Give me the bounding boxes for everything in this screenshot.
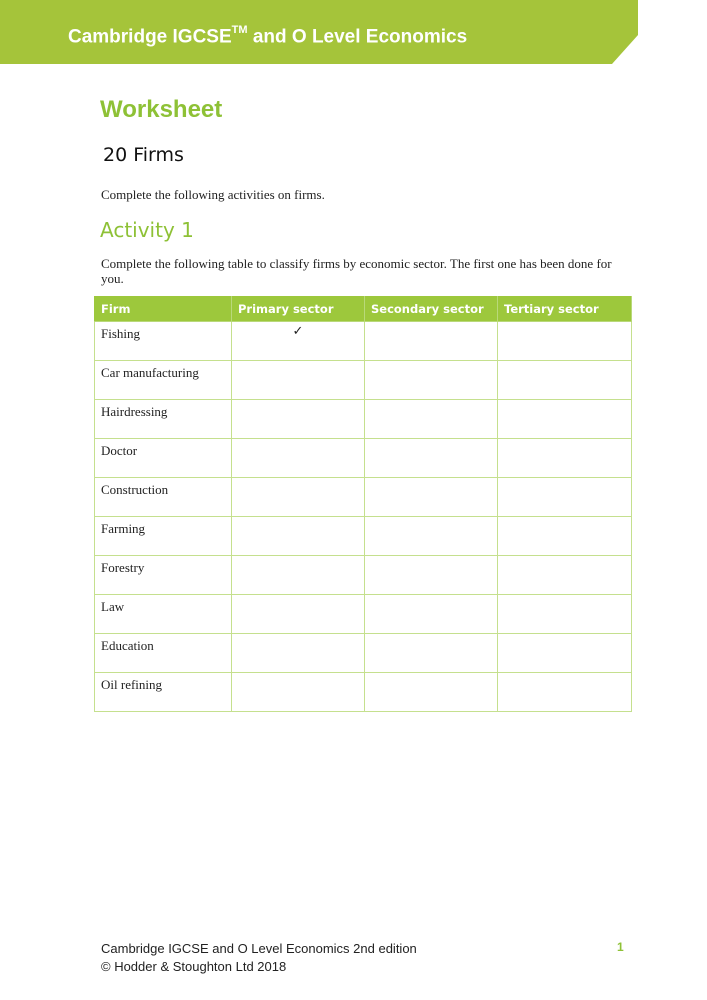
primary-sector-cell[interactable]	[232, 439, 365, 478]
firm-cell: Law	[95, 595, 232, 634]
header-firm: Firm	[95, 296, 232, 322]
secondary-sector-cell[interactable]	[365, 673, 498, 712]
primary-sector-cell[interactable]	[232, 595, 365, 634]
topic-title: 20 Firms	[103, 144, 184, 166]
secondary-sector-cell[interactable]	[365, 634, 498, 673]
primary-sector-cell[interactable]	[232, 400, 365, 439]
tertiary-sector-cell[interactable]	[498, 322, 632, 361]
page-number: 1	[617, 940, 624, 954]
secondary-sector-cell[interactable]	[365, 478, 498, 517]
tertiary-sector-cell[interactable]	[498, 361, 632, 400]
header-primary-sector: Primary sector	[232, 296, 365, 322]
firm-cell: Forestry	[95, 556, 232, 595]
table-row	[95, 595, 632, 634]
primary-sector-cell[interactable]	[232, 556, 365, 595]
primary-sector-cell[interactable]	[232, 478, 365, 517]
table-row	[95, 439, 632, 478]
table-header-row	[95, 296, 632, 322]
activity-instruction: Complete the following table to classify firms by economic sector. The first one has been done for you.	[101, 256, 612, 286]
tertiary-sector-cell[interactable]	[498, 634, 632, 673]
tertiary-sector-cell[interactable]	[498, 517, 632, 556]
worksheet-heading: Worksheet	[100, 96, 223, 123]
trademark-mark: TM	[231, 24, 248, 36]
intro-text: Complete the following activities on firms.	[101, 187, 325, 202]
firm-cell: Hairdressing	[95, 400, 232, 439]
table-row	[95, 634, 632, 673]
table-row	[95, 478, 632, 517]
activity-heading: Activity 1	[100, 218, 194, 242]
tertiary-sector-cell[interactable]	[498, 439, 632, 478]
secondary-sector-cell[interactable]	[365, 400, 498, 439]
footer-edition: Cambridge IGCSE and O Level Economics 2nd edition	[101, 941, 417, 956]
footer	[101, 940, 417, 976]
header-secondary-sector: Secondary sector	[365, 296, 498, 322]
table-row	[95, 400, 632, 439]
header-title: Cambridge IGCSE™ and O Level Economics	[68, 24, 468, 48]
firm-cell: Oil refining	[95, 673, 232, 712]
secondary-sector-cell[interactable]	[365, 517, 498, 556]
firm-cell: Farming	[95, 517, 232, 556]
table-row	[95, 361, 632, 400]
firm-cell: Car manufacturing	[95, 361, 232, 400]
table-row	[95, 322, 632, 361]
firm-cell: Fishing	[95, 322, 232, 361]
firm-cell: Construction	[95, 478, 232, 517]
firm-cell: Doctor	[95, 439, 232, 478]
tertiary-sector-cell[interactable]	[498, 400, 632, 439]
table-row	[95, 517, 632, 556]
tertiary-sector-cell[interactable]	[498, 556, 632, 595]
table-row	[95, 556, 632, 595]
secondary-sector-cell[interactable]	[365, 595, 498, 634]
tertiary-sector-cell[interactable]	[498, 595, 632, 634]
primary-sector-cell[interactable]	[232, 361, 365, 400]
firm-cell: Education	[95, 634, 232, 673]
primary-sector-cell[interactable]	[232, 673, 365, 712]
secondary-sector-cell[interactable]	[365, 361, 498, 400]
secondary-sector-cell[interactable]	[365, 556, 498, 595]
primary-sector-cell[interactable]	[232, 517, 365, 556]
primary-sector-cell[interactable]	[232, 634, 365, 673]
table-row	[95, 673, 632, 712]
tertiary-sector-cell[interactable]	[498, 673, 632, 712]
secondary-sector-cell[interactable]	[365, 439, 498, 478]
tertiary-sector-cell[interactable]	[498, 478, 632, 517]
secondary-sector-cell[interactable]	[365, 322, 498, 361]
footer-copyright: © Hodder & Stoughton Ltd 2018	[101, 959, 287, 974]
primary-sector-cell[interactable]: ✓	[232, 322, 365, 361]
header-tertiary-sector: Tertiary sector	[498, 296, 632, 322]
sector-table	[94, 296, 632, 712]
